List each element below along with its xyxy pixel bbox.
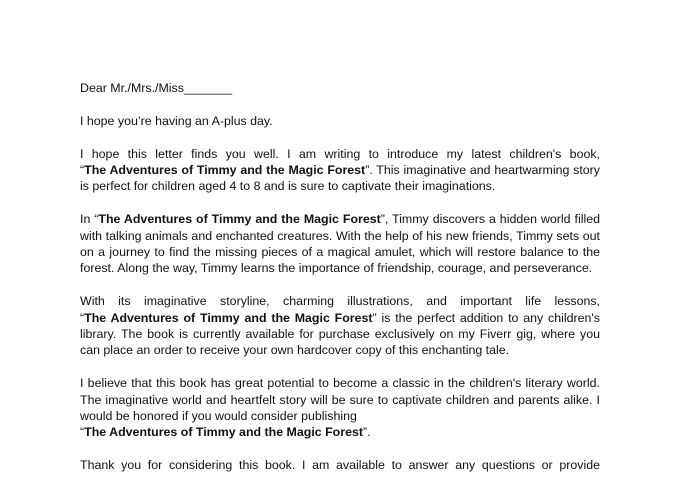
paragraph-closing-body: Thank you for considering this book. I am available to answer any questions or provide bbox=[80, 458, 600, 473]
paragraph-intro-line1: I hope this letter finds you well. I am writing to introduce my latest children's book, bbox=[80, 146, 600, 161]
paragraph-intro bbox=[80, 146, 600, 195]
paragraph-story bbox=[80, 211, 600, 277]
paragraph-proposal bbox=[80, 375, 600, 441]
book-title: The Adventures of Timmy and the Magic Forest bbox=[98, 212, 381, 227]
paragraph-proposal-body: I believe that this book has great potential to become a classic in the children's literary world. The imaginative world and heartfelt story will be sure to captivate children and parents alike. I would be honored if you would consider publishing bbox=[80, 376, 600, 424]
paragraph-intro-rest: ”. This imaginative and heartwarming story is perfect for children aged 4 to 8 and is sure to captivate their imaginations. bbox=[80, 163, 600, 194]
paragraph-proposal-close: ”. bbox=[362, 425, 371, 440]
open-quote: “ bbox=[80, 163, 85, 177]
greeting bbox=[80, 113, 600, 129]
salutation bbox=[80, 80, 600, 96]
paragraph-availability-line1: With its imaginative storyline, charming illustrations, and important life lessons, bbox=[80, 294, 600, 309]
open-quote: “ bbox=[80, 425, 85, 440]
paragraph-availability-rest: ” is the perfect addition to any children's library. The book is currently available for purchase exclusively on my Fiverr gig, where you can place an order to receive your own hardcover copy of this enchanting tale. bbox=[80, 310, 600, 358]
letter-body bbox=[80, 80, 600, 490]
paragraph-closing bbox=[80, 457, 600, 473]
greeting-text: I hope you’re having an A-plus day. bbox=[80, 113, 273, 128]
book-title: The Adventures of Timmy and the Magic Forest bbox=[84, 310, 373, 325]
open-quote: “ bbox=[80, 310, 85, 325]
paragraph-story-lead: In “ bbox=[80, 212, 99, 227]
book-title: The Adventures of Timmy and the Magic Forest bbox=[84, 425, 363, 440]
paragraph-availability bbox=[80, 293, 600, 359]
book-title: The Adventures of Timmy and the Magic Forest bbox=[84, 163, 366, 177]
paragraph-story-rest: ”, Timmy discovers a hidden world filled with talking animals and enchanted creatures. With the help of his new friends, Timmy sets out on a journey to find the missing pieces of a magical amulet, which will restore balance to the forest. Along the way, Timmy learns the importance of friendship, courage, and perseverance. bbox=[80, 212, 600, 276]
salutation-text: Dear Mr./Mrs./Miss_______ bbox=[80, 81, 233, 95]
